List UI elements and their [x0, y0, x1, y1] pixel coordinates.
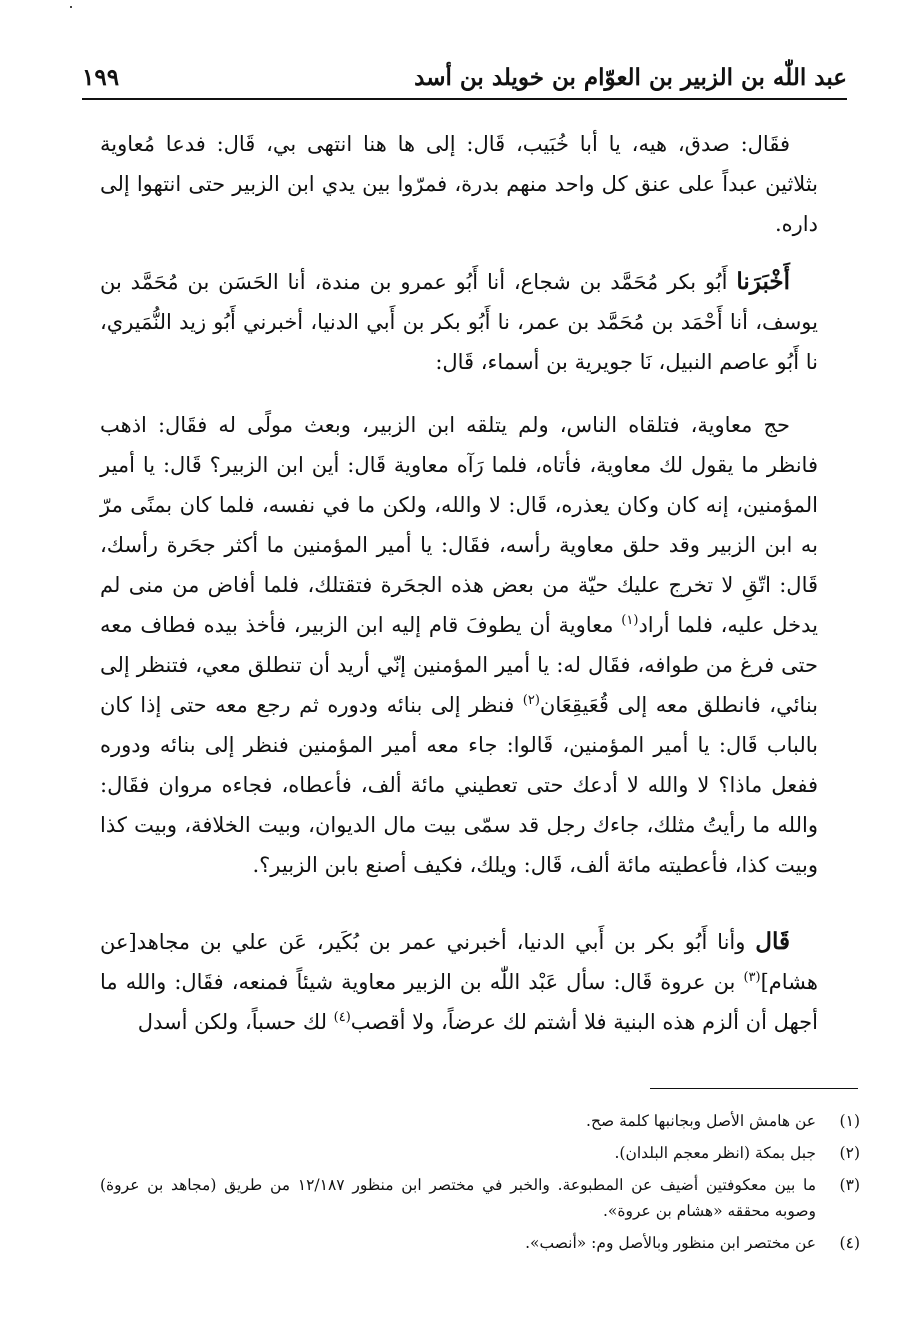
paragraph-4-lead: قَال: [755, 928, 790, 955]
footnote-text: عن هامش الأصل وبجانبها كلمة صح.: [586, 1112, 816, 1130]
footnote-text: ما بين معكوفتين أضيف عن المطبوعة. والخبر في مختصر ابن منظور ١٢/١٨٧ من طريق (مجاهد بن عروة) وصوبه محققه «هشام بن عروة».: [100, 1176, 816, 1220]
footnote-4: [100, 1230, 860, 1256]
footnote-ref-4[interactable]: (٤): [333, 1010, 351, 1025]
page-number: ١٩٩: [82, 64, 120, 91]
footnote-divider: [650, 1088, 858, 1089]
paragraph-3: [100, 405, 818, 885]
footnote-ref-3[interactable]: (٣): [743, 970, 761, 985]
footnotes: [100, 1108, 860, 1262]
header-title: عبد اللّٰه بن الزبير بن العوّام بن خويلد بن أسد: [414, 64, 847, 91]
footnote-1: [100, 1108, 860, 1134]
paragraph-4-part-b: بن عروة قَال: سأل عَبْد اللّٰه بن الزبير معاوية شيئاً فمنعه، فقَال: والله ما أجهل أن ألزم هذه البنية فلا أشتم لك عرضاً، ولا أقصب: [100, 970, 818, 1034]
paragraph-2: [100, 262, 818, 382]
scan-speck: [70, 6, 72, 8]
footnote-ref-2[interactable]: (٢): [522, 693, 540, 708]
paragraph-1: [100, 124, 818, 244]
footnote-3: [100, 1172, 860, 1224]
footnote-text: جبل بمكة (انظر معجم البلدان).: [614, 1144, 816, 1162]
paragraph-2-text: أَبُو بكر مُحَمَّد بن شجاع، أنا أَبُو عمرو بن مندة، أنا الحَسَن بن مُحَمَّد بن يوسف، أنا أَحْمَد بن مُحَمَّد بن عمر، نا أَبُو بكر بن أَبي الدنيا، أخبرني أَبُو زيد النُّمَيري، نا أَبُو عاصم النبيل، نَا جويرية بن أسماء، قَال:: [100, 270, 818, 374]
paragraph-3-part-c: فنظر إلى بنائه ودوره ثم رجع معه حتى إذا كان بالباب قَال: يا أمير المؤمنين، قَالوا: جاء معه أمير المؤمنين فنظر إلى بنائه ودوره ففعل ماذا؟ لا والله لا أدعك حتى تعطيني مائة ألف، فأعطاه، فجاءه مروان فقَال: والله ما رأيتُ مثلك، جاءك رجل قد سمّى بيت مال الديوان، وبيت الخلافة، وبيت كذا وبيت كذا، فأعطيته مائة ألف، قَال: ويلك، فكيف أصنع بابن الزبير؟.: [100, 693, 818, 877]
paragraph-1-text: فقَال: صدق، هيه، يا أبا خُبَيب، قَال: إلى ها هنا انتهى بي، قَال: فدعا مُعاوية بثلاثين عبداً على عنق كل واحد منهم بدرة، فمرّوا بين يدي ابن الزبير حتى انتهوا إلى داره.: [100, 132, 818, 236]
footnote-number: (٤): [839, 1234, 860, 1252]
paragraph-3-part-b: معاوية أن يطوفَ قام إليه ابن الزبير، فأخذ بيده فطاف معه حتى فرغ من طوافه، فقَال له: يا أمير المؤمنين إنّي أريد أن تنطلق معي، فتنظر إلى بنائي، فانطلق معه إلى قُعَيقِعَان: [100, 613, 818, 717]
paragraph-2-lead: أَخْبَرَنا: [736, 268, 790, 295]
running-header: [82, 58, 847, 100]
footnote-2: [100, 1140, 860, 1166]
paragraph-4: [100, 922, 818, 1042]
footnote-number: (١): [839, 1112, 860, 1130]
footnote-text: عن مختصر ابن منظور وبالأصل وم: «أنصب».: [525, 1234, 816, 1252]
footnote-number: (٣): [839, 1176, 860, 1194]
footnote-ref-1[interactable]: (١): [621, 613, 639, 628]
paragraph-3-part-a: حج معاوية، فتلقاه الناس، ولم يتلقه ابن الزبير، وبعث مولًى له فقَال: اذهب فانظر ما يقول لك معاوية، فأتاه، فلما رَآه معاوية قَال: أين ابن الزبير؟ قَال: يا أمير المؤمنين، إنه كان وكان يعذره، قَال: لا والله، ولكن ما في نفسه، فلما كان بمنًى مرّ به ابن الزبير وقد حلق معاوية رأسه، فقَال: يا أمير المؤمنين ما أكثر جحَرة رأسك، قَال: اتّقِ لا تخرج عليك حيّة من بعض هذه الجحَرة فتقتلك، فلما أفاض من منى لم يدخل عليه، فلما أراد: [100, 413, 819, 637]
footnote-number: (٢): [839, 1144, 860, 1162]
paragraph-4-part-a: وأنا أَبُو بكر بن أَبي الدنيا، أخبرني عمر بن بُكَير، عَن علي بن مجاهد[عن هشام]: [100, 930, 818, 994]
paragraph-4-part-c: لك حسباً، ولكن أسدل: [137, 1010, 334, 1034]
